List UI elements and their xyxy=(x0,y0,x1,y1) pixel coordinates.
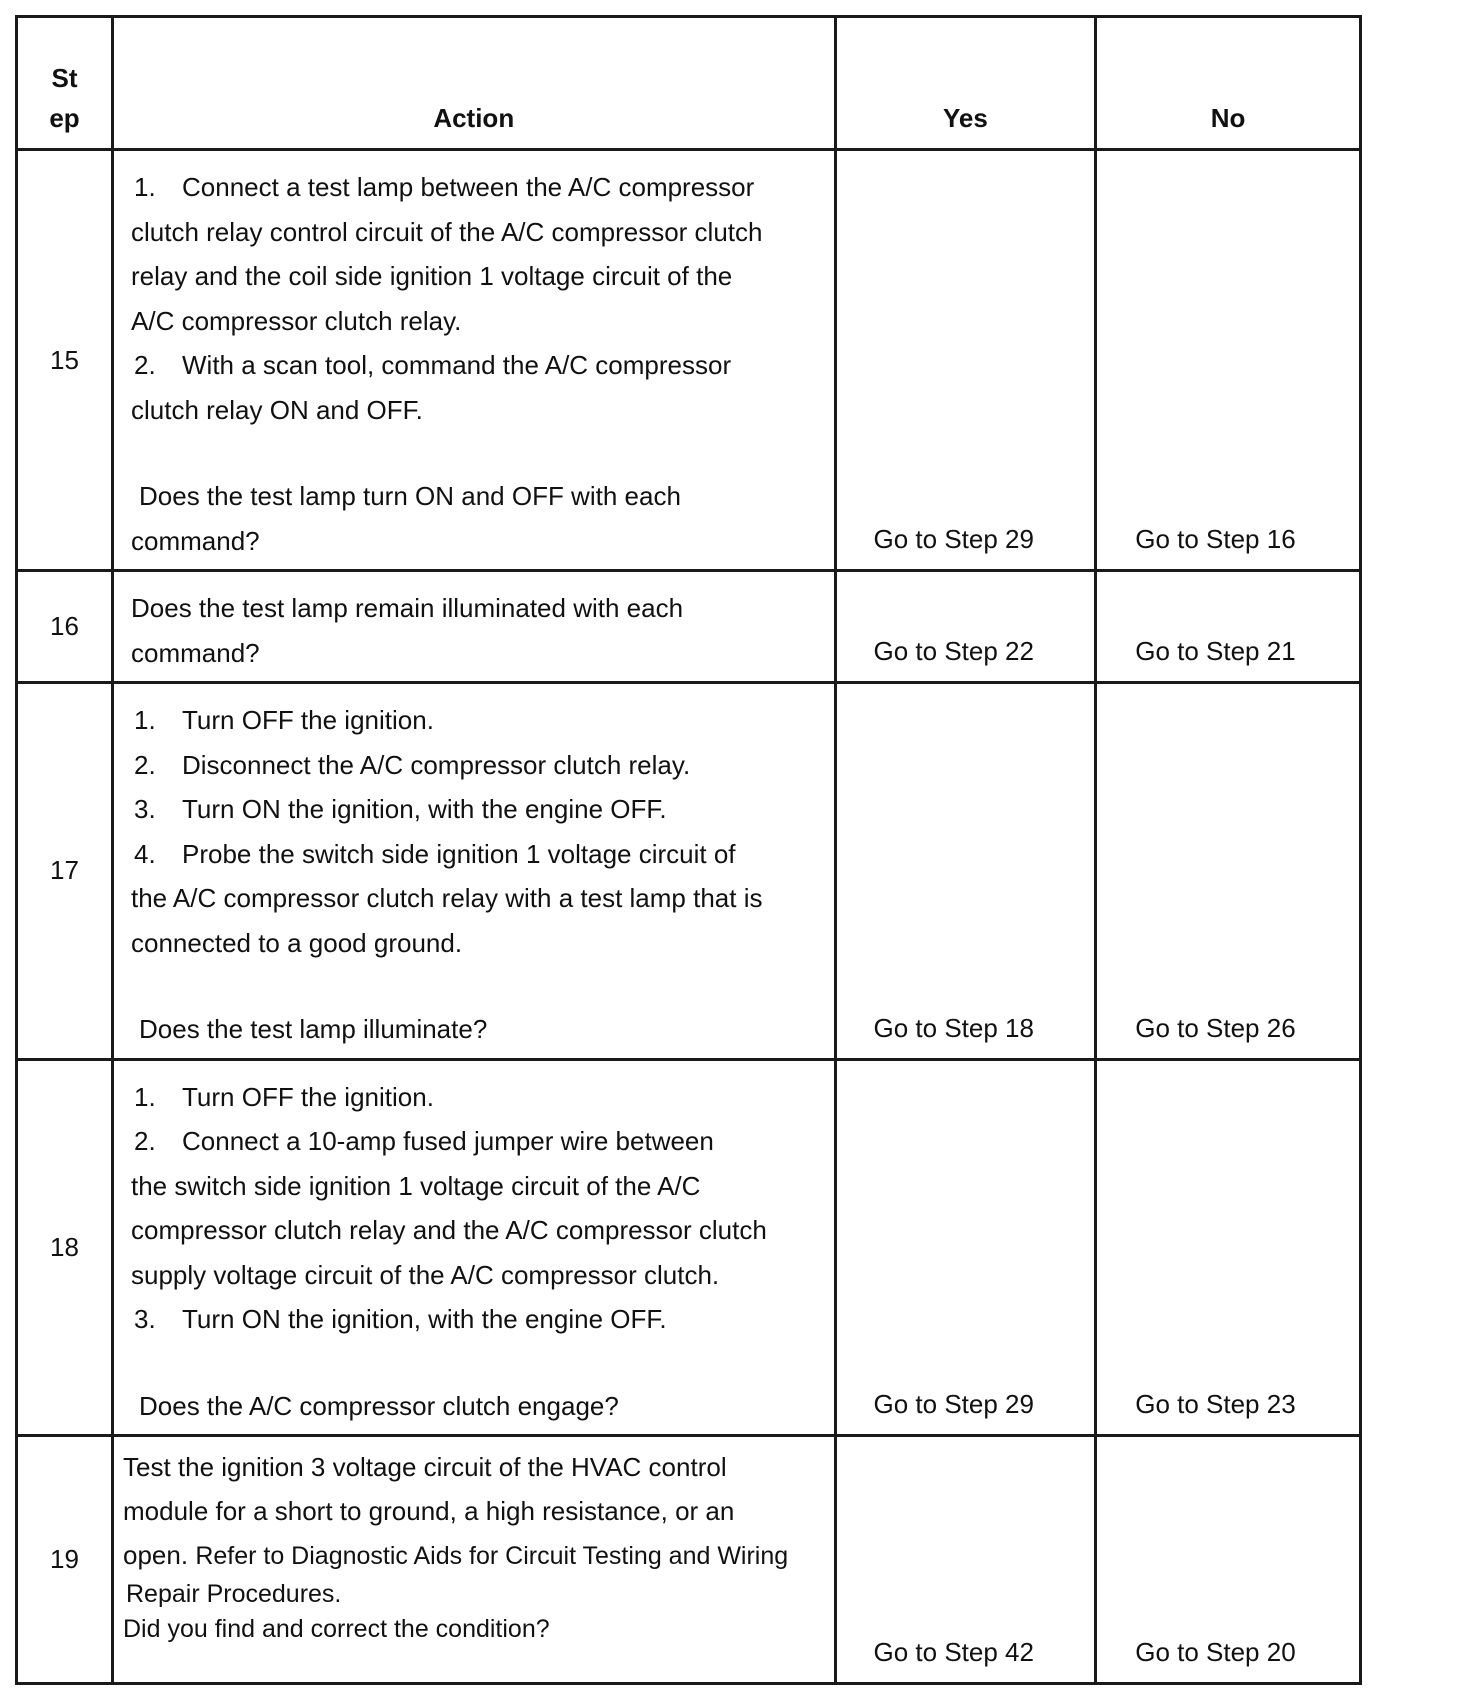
table-row xyxy=(17,1436,1361,1684)
header-step: St ep xyxy=(17,17,113,150)
table-row xyxy=(17,150,1361,571)
goto-no: Go to Step 20 xyxy=(1096,1436,1361,1684)
header-no: No xyxy=(1096,17,1361,150)
header-row xyxy=(17,17,1361,150)
question: Does the test lamp turn ON and OFF with each xyxy=(139,481,681,511)
step-number: 19 xyxy=(17,1436,113,1684)
goto-yes: Go to Step 18 xyxy=(835,683,1096,1060)
action-cell: 1. Turn OFF the ignition. 2. Connect a 10-amp fused jumper wire between the switch side ignition 1 voltage circuit of the A/C compressor clutch relay and the A/C compressor clutch supply voltage circuit of the A/C compressor clutch. 3. Turn ON the ignition, with the engine OFF. Does the A/C compressor clutch engage? xyxy=(113,1059,836,1436)
question: Did you find and correct the condition? xyxy=(123,1615,550,1643)
goto-yes: Go to Step 29 xyxy=(835,1059,1096,1436)
table-row xyxy=(17,683,1361,1060)
step-number: 18 xyxy=(17,1059,113,1436)
header-yes: Yes xyxy=(835,17,1096,150)
action-cell: 1. Connect a test lamp between the A/C compressor clutch relay control circuit of the A/C compressor clutch relay and the coil side ignition 1 voltage circuit of the A/C compressor clutch relay. 2. With a scan tool, command the A/C compressor clutch relay ON and OFF. Does the test lamp turn ON and OFF with each command? xyxy=(113,150,836,571)
step-number: 16 xyxy=(17,571,113,683)
action-cell: 1. Turn OFF the ignition. 2. Disconnect the A/C compressor clutch relay. 3. Turn ON the ignition, with the engine OFF. 4. Probe the switch side ignition 1 voltage circuit of the A/C compressor clutch relay with a test lamp that is connected to a good ground. Does the test lamp illuminate? xyxy=(113,683,836,1060)
question: Does the A/C compressor clutch engage? xyxy=(139,1390,619,1421)
goto-yes: Go to Step 29 xyxy=(835,150,1096,571)
goto-no: Go to Step 21 xyxy=(1096,571,1361,683)
goto-no: Go to Step 26 xyxy=(1096,683,1361,1060)
table-row xyxy=(17,1059,1361,1436)
question: Does the test lamp illuminate? xyxy=(139,1014,488,1044)
goto-yes: Go to Step 22 xyxy=(835,571,1096,683)
action-cell: Test the ignition 3 voltage circuit of the HVAC control module for a short to ground, a high resistance, or an open. Refer to Diagnostic Aids for Circuit Testing and Wiring Repair Procedures. Did you find and correct the condition? xyxy=(113,1436,836,1684)
table-row xyxy=(17,571,1361,683)
goto-yes: Go to Step 42 xyxy=(835,1436,1096,1684)
goto-no: Go to Step 16 xyxy=(1096,150,1361,571)
step-number: 15 xyxy=(17,150,113,571)
goto-no: Go to Step 23 xyxy=(1096,1059,1361,1436)
diagnostic-table xyxy=(15,15,1362,1685)
step-number: 17 xyxy=(17,683,113,1060)
refer-note: Refer to Diagnostic Aids for Circuit Testing and Wiring xyxy=(195,1542,789,1570)
question: Does the test lamp remain illuminated with each xyxy=(131,593,684,623)
action-cell: Does the test lamp remain illuminated with each command? xyxy=(113,571,836,683)
header-action: Action xyxy=(113,17,836,150)
